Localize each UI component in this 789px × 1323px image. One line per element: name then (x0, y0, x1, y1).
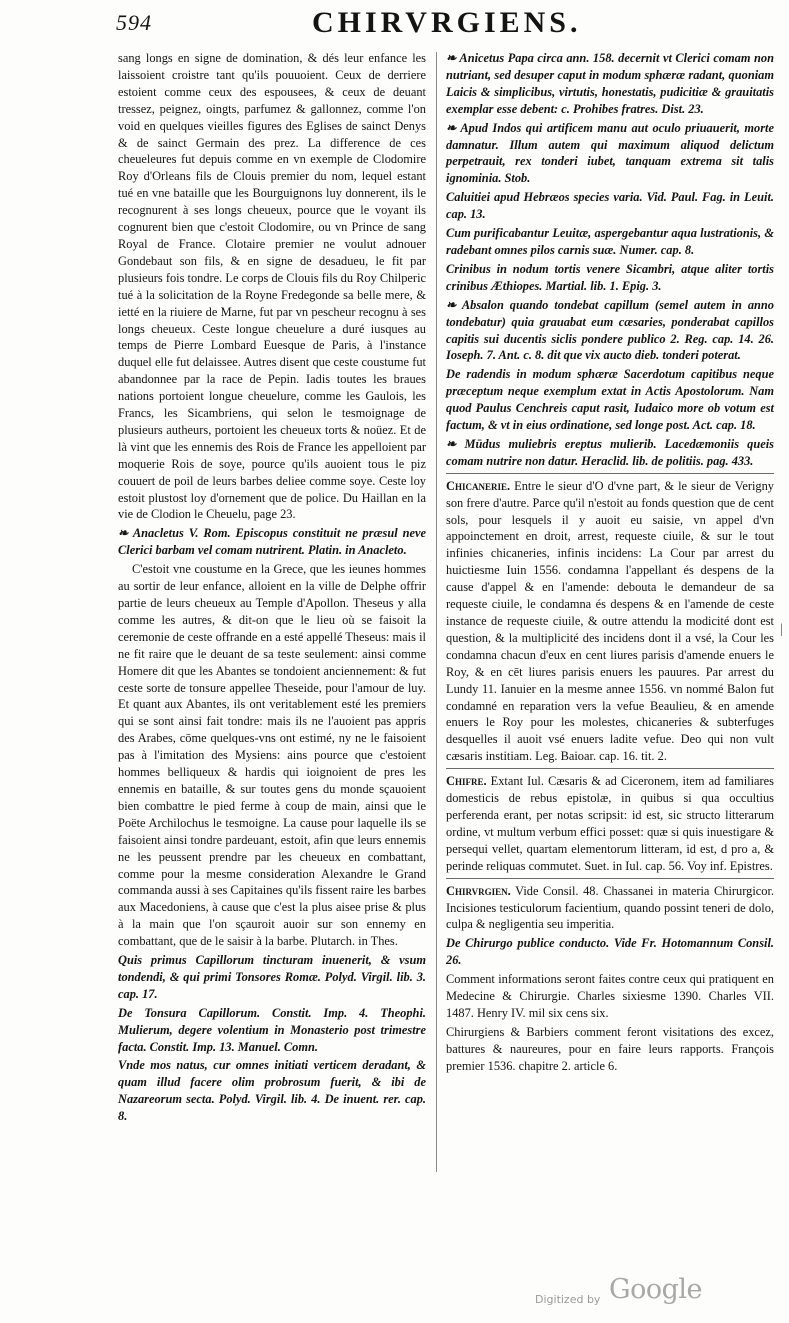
google-watermark (535, 1274, 745, 1310)
entry-text: Caluitiei apud Hebræos species varia. Vid. Paul. Fag. in Leuit. cap. 13. (446, 190, 774, 222)
left-column-paragraph (118, 1057, 426, 1125)
right-column-paragraph (446, 189, 774, 223)
entry-text: ❧ Mūdus muliebris ereptus mulierib. Lacedæmoniis queis comam nutrire non datur. Heraclid. lib. de politiis. pag. 433. (446, 436, 774, 468)
page-number: 594 (116, 10, 152, 35)
digitized-by-label: Digitized by (535, 1293, 601, 1306)
right-column-paragraph (446, 366, 774, 434)
entry-text: ❧ Anacletus V. Rom. Episcopus constituit ne præsul neve Clerici barbam vel comam nutrirent. Platin. in Anacleto. (118, 526, 426, 558)
column-divider (436, 52, 437, 1172)
google-logo: Google (609, 1274, 702, 1305)
entry-text: Crinibus in nodum tortis venere Sicambri, atque aliter tortis crinibus Æthiopes. Martial. lib. 1. Epig. 3. (446, 261, 774, 293)
right-column (446, 50, 774, 1077)
entry-text: De Tonsura Capillorum. Constit. Imp. 4. Theophi. Mulierum, degere volentium in Monasterio post trimestre facta. Constit. Imp. 13. Manuel. Comn. (118, 1005, 426, 1054)
right-column-paragraph (446, 436, 774, 470)
left-column-paragraph (118, 952, 426, 1003)
entry-separator (446, 878, 774, 879)
entry-heading: Chifre. (446, 774, 487, 789)
margin-mark: | (780, 622, 783, 637)
right-column-paragraph (446, 935, 774, 969)
right-column-paragraph (446, 773, 774, 874)
entry-text: Cum purificabantur Leuitæ, aspergebantur aqua lustrationis, & radebant omnes pilos carnis suæ. Numer. cap. 8. (446, 226, 774, 257)
entry-separator (446, 473, 774, 474)
entry-text: C'estoit vne coustume en la Grece, que les ieunes hommes au sortir de leur enfance, alloient en la ville de Delphe offrir partie de leurs cheueux au Temple d'Apollon. Theseus y alla comme les autres, & dit-on que le lieu où se faisoit la ceremonie de ceste offrande en a esté appellé Theseus: mais il ne fit raire que le deuant de sa teste seulement: ainsi comme Homere dit que les Abantes se tondoient anciennement: & fut ceste sorte de tonsure appellee Theseide, pour l'amour de luy. Et quant aux Abantes, ils ont veritablement esté les premiers qui se sont ainsi fait tondre: mais ils ne l'auoient pas appris des Arabes, cōme quelques-vns ont estimé, ny ne le faisoient pas à l'imitation des Mysiens: ains pource que c'estoient hommes belliqueux & hardis qui ioignoient de pres les ennemis en bataille, & sur toutes gens du monde sçauoient bien combattre le pied ferme à coup de main, ainsi que le Poëte Archilochus le tesmoigne. La cause pour laquelle ils se faisoient ainsi tondre pardeuant, estoit, afin que leurs ennemis ne les peussent prendre par les cheueux en combattant, comme pour la mesme consideration Alexandre le Grand commanda aussi à ses Capitaines qu'ils fissent raire les barbes aux Macedoniens, à cause que c'est la plus aisee prise & plus à la main que l'on sçauroit auoir sur son ennemy en combattant, que de le saisir à la barbe. Plutarch. in Thes. (118, 562, 426, 949)
entry-separator (446, 768, 774, 769)
entry-text: Entre le sieur d'O d'vne part, & le sieur de Verigny son frere d'autre. Parce qu'il n'estoit au fonds question que de cent sols, pour lesquels il y auoit eu saisie, vn appel d'vn appoinctement en droit, arrest, requeste ciuile, & sur le tout infinies chicaneries, infinis incidens: La Cour par arrest du huictiesme Iuin 1556. condamna l'appellant és despens de la cause d'appel & en l'amende: debouta le demandeur de sa requeste ciuile, le condamna és despens & en l'amende de ceste instance de requeste ciuile, & outre attendu la modicité dont est question, & la multiplicité des incidens dont il a vsé, la Cour les condamna chacun d'eux en cent liures parisis d'amende enuers le Roy, & en cēt liures parisis enuers les pauures. Par arrest du Lundy 11. Ianuier en la mesme annee 1556. vn nommé Balon fut condamné en reparation vers la vefue Beaulieu, & en amende enuers le Roy pour les molestes, chicaneries & subterfuges desquelles il auoit vsé enuers ladite vefue. Deo qui non vult cæsaris institiam. Leg. Baioar. cap. 16. tit. 2. (446, 478, 774, 764)
entry-text: ❧ Absalon quando tondebat capillum (semel autem in anno tondebatur) quia grauabat eum cæsaries, ponderabat capillos capitis sui ducentis siclis pondere publico 2. Reg. cap. 14. 26. Ioseph. 7. Ant. c. 8. dit que vix aucto dieb. tonderi poterat. (446, 297, 774, 363)
right-column-paragraph (446, 1024, 774, 1075)
entry-heading: Chicanerie. (446, 478, 511, 493)
page-header (112, 6, 767, 46)
left-column-paragraph (118, 525, 426, 559)
entry-text: Quis primus Capillorum tincturam inuenerit, & vsum tondendi, & qui primi Tonsores Romæ. Polyd. Virgil. lib. 3. cap. 17. (118, 953, 426, 1001)
right-column-paragraph (446, 971, 774, 1022)
left-column-paragraph (118, 1005, 426, 1056)
left-column-paragraph (118, 50, 426, 523)
entry-text: sang longs en signe de domination, & dés leur enfance les laissoient croistre tant qu'ils pouuoient. Ceux de derriere estoient comme ceux des espousees, & ceux de deuant tressez, peignez, oingts, parfumez & gallonnez, comme l'on void en quelques vieilles figures des Eglises de sainct Denys & de sainct Germain des prez. La difference de ces cheueleures fut depuis comme en vn exemple de Clodomire Roy d'Orleans fils de Clouis premier du nom, lequel estant tué en vne bataille que les Bourguignons luy donnerent, ils le recognurent à ses longs cheueux, pource que le voyant ils cognurent bien que c'estoit Clodomire, ou vn Prince de sang Royal de France. Clotaire premier ne voulut adnouer Gondebaut son fils, & en signe de desadueu, le fit par plusieurs fois tondre. Le corps de Clouis fils du Roy Chilperic tué à la solicitation de la Royne Fredegonde sa belle mere, & ietté en la riuiere de Marne, fut par vn pescheur recognu à ses longs cheueux. Ceste longue cheuelure a duré iusques au temps de Pierre Lombard Euesque de Paris, à l'instance duquel elle fut delaissee. Autres disent que ceste coustume fut abandonnee par la race de Pepin. Iadis toutes les braues nations portoient longue cheuelure, comme les Gaulois, les Francs, les Sicambriens, qui selon le tesmoignage de plusieurs autheurs, portoient les cheueux torts & noüez. Et de là vint que les ennemis des Rois de France les appelloient par moquerie Rois de soye, pource qu'ils auoient tous le piz couuert de poil de leurs barbes deliee comme soye. Ceste loy estoit plustost loy d'ornement que de police. Du Haillan en la vie de Clodion le Cheuelu, page 23. (118, 51, 427, 522)
right-column-paragraph (446, 50, 774, 118)
entry-text: Extant Iul. Cæsaris & ad Ciceronem, item ad familiares domesticis de rebus epistolæ, in quibus si qua occultius perferenda erant, per notas scripsit: id est, sic structo litterarum ordine, vt multum verbum effici posset: quæ si quis inuestigare & persequi vellet, quartam elementorum litteram, id est, d pro a, & perinde reliquas commutet. Suet. in Iul. cap. 56. Voy inf. Epistres. (446, 774, 774, 873)
entry-text: De Chirurgo publice conducto. Vide Fr. Hotomannum Consil. 26. (446, 936, 774, 968)
left-column (118, 50, 426, 1127)
entry-text: Vnde mos natus, cur omnes initiati verticem deradant, & quam illud facere olim probrosum fuerit, & ibi de Nazareorum secta. Polyd. Virgil. lib. 4. De inuent. rer. cap. 8. (118, 1058, 426, 1124)
entry-text: Comment informations seront faites contre ceux qui pratiquent en Medecine & Chirurgie. Charles sixiesme 1390. Charles VII. 1487. Henry IV. mil six cens six. (446, 972, 774, 1020)
entry-text: Chirurgiens & Barbiers comment feront visitations des excez, battures & naureures, pour en faire leurs rapports. François premier 1536. chapitre 2. article 6. (446, 1024, 774, 1073)
right-column-paragraph (446, 883, 774, 934)
right-column-paragraph (446, 297, 774, 365)
right-column-paragraph (446, 478, 774, 765)
running-title: CHIRVRGIENS. (312, 6, 582, 39)
entry-text: ❧ Apud Indos qui artificem manu aut oculo priuauerit, morte damnatur. Illum autem qui maximum aliquod delictum perpetrauit, rex tonderi iubet, tanquam extrema sit talis ignominia. Stob. (446, 120, 774, 186)
entry-text: De radendis in modum sphæræ Sacerdotum capitibus neque præceptum neque exemplum extat in Actis Apostolorum. Nam quod Paulus Cenchreis caput rasit, Iudaico more ob votum est factum, & vt in eius ordinatione, sed longe post. Act. cap. 18. (446, 367, 774, 433)
right-column-paragraph (446, 120, 774, 188)
left-column-paragraph (118, 561, 426, 950)
right-column-paragraph (446, 225, 774, 259)
right-column-paragraph (446, 261, 774, 295)
entry-heading: Chirvrgien. (446, 883, 511, 898)
entry-text: Vide Consil. 48. Chassanei in materia Chirurgicor. Incisiones testiculorum facientium, quando possint teneri de dolo, culpa & negligentia seu imperitia. (446, 883, 774, 932)
entry-text: ❧ Anicetus Papa circa ann. 158. decernit vt Clerici comam non nutriant, sed desuper caput in modum sphæræ radant, quoniam Laicis & simplicibus, virtutis, honestatis, pudicitiæ & grauitatis exemplar esse debent: c. Prohibes fratres. Dist. 23. (446, 51, 774, 116)
